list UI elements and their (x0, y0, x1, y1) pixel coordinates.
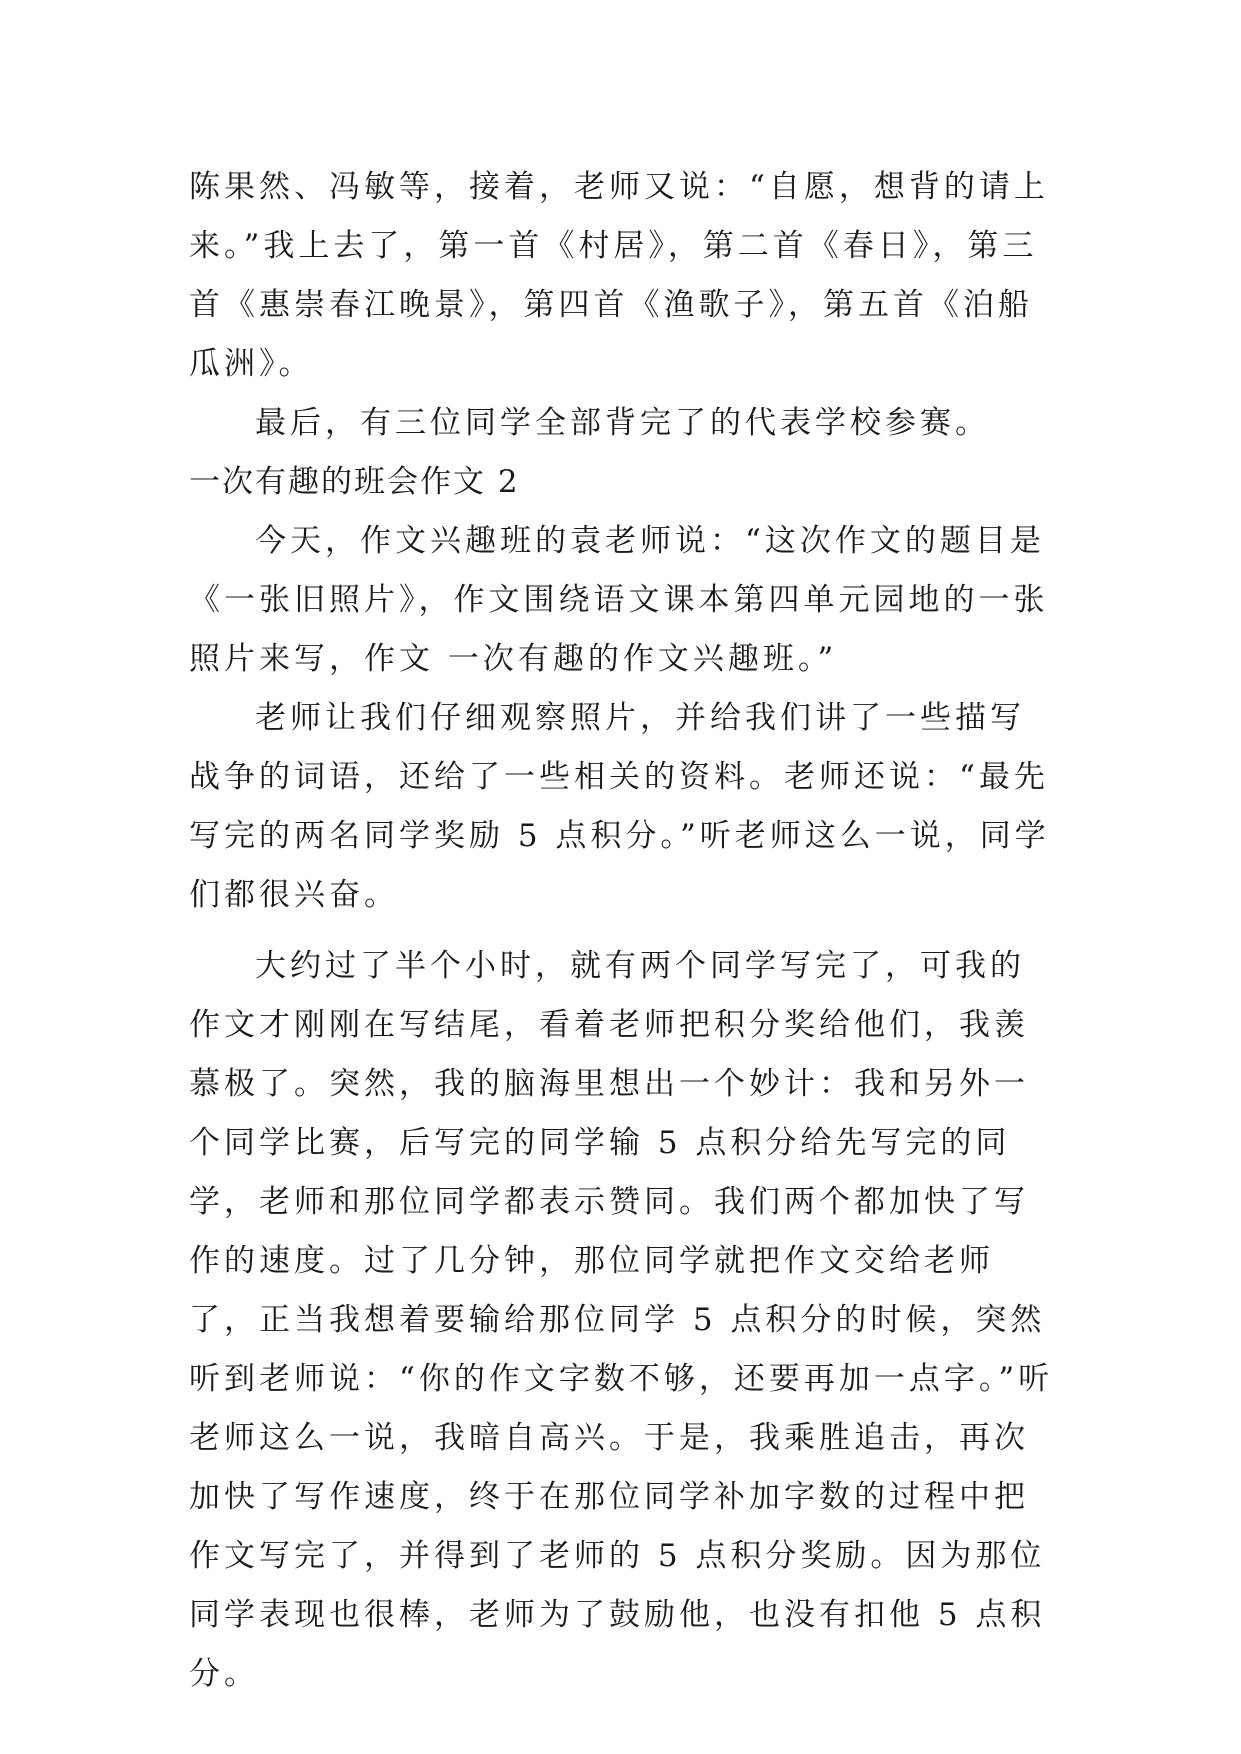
paragraph-assignment: 今天，作文兴趣班的袁老师说：“这次作文的题目是《一张旧照片》，作文围绕语文课本第四单元园地的一张照片来写，作文 一次有趣的作文兴趣班。” (189, 523, 1049, 677)
document-body (189, 158, 1059, 1704)
paragraph-reward: 老师让我们仔细观察照片，并给我们讲了一些描写战争的词语，还给了一些相关的资料。老师还说：“最先写完的两名同学奖励 5 点积分。”听老师这么一说，同学们都很兴奋。 (189, 700, 1050, 913)
paragraph-recitation: 陈果然、冯敏等，接着，老师又说：“自愿，想背的请上来。”我上去了，第一首《村居》，第二首《春日》，第三首《惠崇春江晚景》，第四首《渔歌子》，第五首《泊船瓜洲》。 (189, 169, 1049, 382)
paragraph-result: 最后，有三位同学全部背完了的代表学校参赛。 (255, 405, 990, 441)
essay-heading: 一次有趣的班会作文 2 (189, 464, 520, 500)
paragraph-competition: 大约过了半个小时，就有两个同学写完了，可我的作文才刚刚在写结尾，看着老师把积分奖给他们，我羡慕极了。突然，我的脑海里想出一个妙计：我和另外一个同学比赛，后写完的同学输 5 点积分给先写完的同学，老师和那位同学都表示赞同。我们两个都加快了写作的速度。过了几分钟，那位同学就把作文交给老师了，正当我想着要输给那位同学 5 点积分的时候，突然听到老师说：“你的作文字数不够，还要再加一点字。”听老师这么一说，我暗自高兴。于是，我乘胜追击，再次加快了写作速度，终于在那位同学补加字数的过程中把作文写完了，并得到了老师的 5 点积分奖励。因为那位同学表现也很棒，老师为了鼓励他，也没有扣他 5 点积分。 (189, 948, 1054, 1692)
